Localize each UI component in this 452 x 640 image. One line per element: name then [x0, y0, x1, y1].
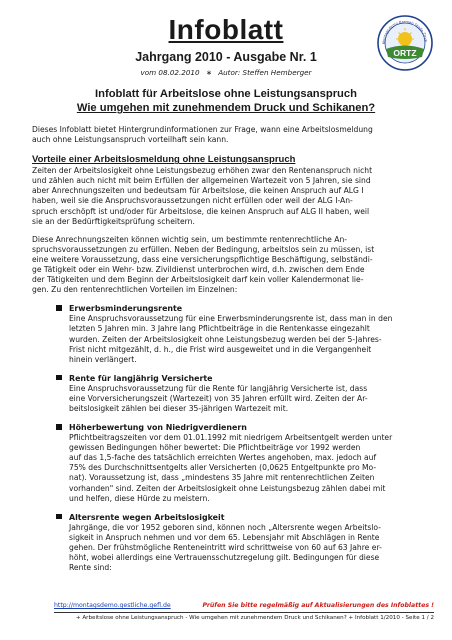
text-line: auf das 1,5-fache des tatsächlich erreichten Wertes angehoben, max. jedoch auf [69, 453, 377, 463]
list-item-title: Höherbewertung von Niedrigverdienern [69, 423, 247, 433]
section-title: Vorteile einer Arbeitslosmeldung ohne Leistungsanspruch [32, 154, 296, 166]
text-line: Zeiten der Arbeitslosigkeit ohne Leistungsbezug erhöhen zwar den Rentenanspruch nicht [32, 166, 373, 176]
paragraph-1 [32, 166, 424, 227]
list-item-niedrigverdiener [32, 423, 424, 504]
text-line: Rente sind: [69, 563, 112, 573]
text-line: höht, wobei allerdings eine Vertrauensschutzregelung gilt. Bedingungen für diese [69, 553, 380, 562]
square-bullet-icon [56, 514, 62, 520]
document-headline [0, 87, 452, 115]
footer-page-info: + Arbeitslose ohne Leistungsanspruch - Wie umgehen mit zunehmendem Druck und Schikanen? + Infoblatt 1/2010 - Seite 1 / 2 [75, 615, 434, 621]
list-item-text [69, 433, 424, 504]
text-line: spruch erschöpft ist und/oder für Arbeitslose, die keinen Anspruch auf ALG II haben, weil [32, 206, 370, 216]
intro-line: Dieses Infoblatt bietet Hintergrundinformationen zur Frage, wann eine Arbeitslosmeldung [32, 125, 373, 134]
intro-paragraph [32, 125, 424, 145]
footer-divider [54, 612, 434, 613]
text-line: vorhanden" sind. Zeiten der Arbeitslosigkeit ohne Leistungsbezug zählen dabei mit [69, 483, 386, 493]
square-bullet-icon [56, 424, 62, 430]
text-line: Pflichtbeitragszeiten vor dem 01.01.1992 mit niedrigem Arbeitsentgelt werden unter [69, 433, 393, 443]
list-item-altersrente [32, 513, 424, 573]
text-line: sie an der Bedürftigkeitsprüfung scheitern. [32, 216, 195, 226]
footer-website-link[interactable]: http://montagsdemo.gestliche.gefl.de [54, 602, 171, 609]
paragraph-2 [32, 235, 424, 296]
intro-line: auch ohne Leistungsanspruch vorteilhaft sein kann. [32, 135, 229, 145]
list-item-title: Rente für langjährig Versicherte [69, 373, 213, 383]
page-footer [54, 601, 434, 623]
text-line: gen. Zu den rentenrechtlichen Vorteilen im Einzelnen: [32, 285, 238, 295]
montagsdemo-logo [377, 12, 433, 74]
text-line: nat). Voraussetzung ist, dass „mindestens 35 Jahre mit rentenrechtlichen Zeiten [69, 473, 375, 483]
author: Autor: Steffen Hemberger [218, 68, 312, 77]
list-item-title: Erwerbsminderungsrente [69, 304, 183, 314]
text-line: wurden. Zeiten der Arbeitslosigkeit ohne Leistungsbezug werden bei der 5-Jahres- [69, 334, 382, 344]
text-line: hinein verlängert. [69, 354, 137, 364]
list-item-text [69, 314, 424, 364]
text-line: Eine Anspruchsvoraussetzung für die Rente für langjährig Versicherte ist, dass [69, 383, 368, 393]
list-item-erwerbsminderungsrente [32, 304, 424, 364]
list-item-langjaehrig-versicherte [32, 374, 424, 414]
list-item-title: Altersrente wegen Arbeitslosigkeit [69, 512, 225, 522]
main-content [32, 125, 424, 573]
logo-wordmark: ORTZ [393, 48, 417, 59]
headline-line-1: Infoblatt für Arbeitslose ohne Leistungsanspruch [95, 88, 357, 100]
text-line: letzten 5 Jahren min. 3 Jahre lang Pflichtbeiträge in die Rentenkasse eingezahlt [69, 324, 370, 334]
square-bullet-icon [56, 305, 62, 311]
text-line: Frist nicht mitgezählt, d. h., die Frist wird ausgeweitet und in die Vergangenheit [69, 344, 372, 354]
footer-update-notice: Prüfen Sie bitte regelmäßig auf Aktualisierungen des Infoblattes ! [202, 602, 434, 609]
list-item-text [69, 384, 424, 414]
text-line: und zählen auch nicht mit beim Erfüllen der allgemeinen Wartezeit von 5 Jahren, sie sind [32, 176, 371, 186]
text-line: Jahrgänge, die vor 1952 geboren sind, können noch „Altersrente wegen Arbeitslo- [69, 522, 381, 532]
page-title: Infoblatt [168, 14, 284, 45]
text-line: eine Vorversicherungszeit (Wartezeit) von 35 Jahren erfüllt wird. Zeiten der Ar- [69, 393, 368, 403]
text-line: haben, weil sie die Anspruchsvoraussetzungen nicht erfüllen oder weil der ALG I-An- [32, 196, 353, 206]
text-line: und helfen, diese Hürde zu meistern. [69, 493, 210, 503]
text-line: gehen. Der frühstmögliche Renteneintritt wird schrittweise von 60 auf 63 Jahre er- [69, 542, 382, 552]
text-line: aber Anrechnungszeiten und bedeutsam für Arbeitslose, die keinen Anspruch auf ALG I [32, 186, 364, 196]
issue-subtitle: Jahrgang 2010 - Ausgabe Nr. 1 [135, 50, 317, 64]
text-line: Diese Anrechnungszeiten können wichtig sein, um bestimmte rentenrechtliche An- [32, 234, 348, 244]
square-bullet-icon [56, 375, 62, 381]
footer-top-line [54, 601, 434, 611]
issue-date: vom 08.02.2010 [140, 68, 200, 77]
text-line: 75% des Durchschnittsentgelts aller Versicherten (0,0625 Entgeltpunkte pro Mo- [69, 463, 377, 473]
text-line: spruchsvoraussetzungen zu erfüllen. Neben der Bedingung, arbeitslos sein zu müssen, ist [32, 244, 375, 254]
list-item-text [69, 523, 424, 573]
text-line: Eine Anspruchsvoraussetzung für eine Erwerbsminderungsrente ist, dass man in den [69, 314, 393, 324]
text-line: beitslosigkeit zählen bei dieser 35-jährigen Wartezeit mit. [69, 403, 289, 413]
text-line: ge Tätigkeit oder ein Wehr- bzw. Zivildienst unterbrochen wird, d.h. zwischen dem Ende [32, 265, 365, 275]
star-separator-icon: ∗ [205, 68, 212, 77]
headline-line-2: Wie umgehen mit zunehmendem Druck und Schikanen? [76, 102, 376, 114]
text-line: gewissen Bedingungen höher bewertet: Die Pflichtbeiträge vor 1992 werden [69, 443, 361, 453]
text-line: der Tätigkeiten und dem Beginn der Arbeitslosigkeit darf kein voller Kalendermonat lie- [32, 275, 364, 285]
logo-ring-text: Montagsdemo Bremen Stade Zeve [381, 19, 428, 45]
text-line: sigkeit in Anspruch nehmen und vor dem 65. Lebensjahr mit Abschlägen in Rente [69, 532, 380, 542]
text-line: eine weitere Voraussetzung, dass eine versicherungspflichtige Beschäftigung, selbständi- [32, 254, 373, 264]
